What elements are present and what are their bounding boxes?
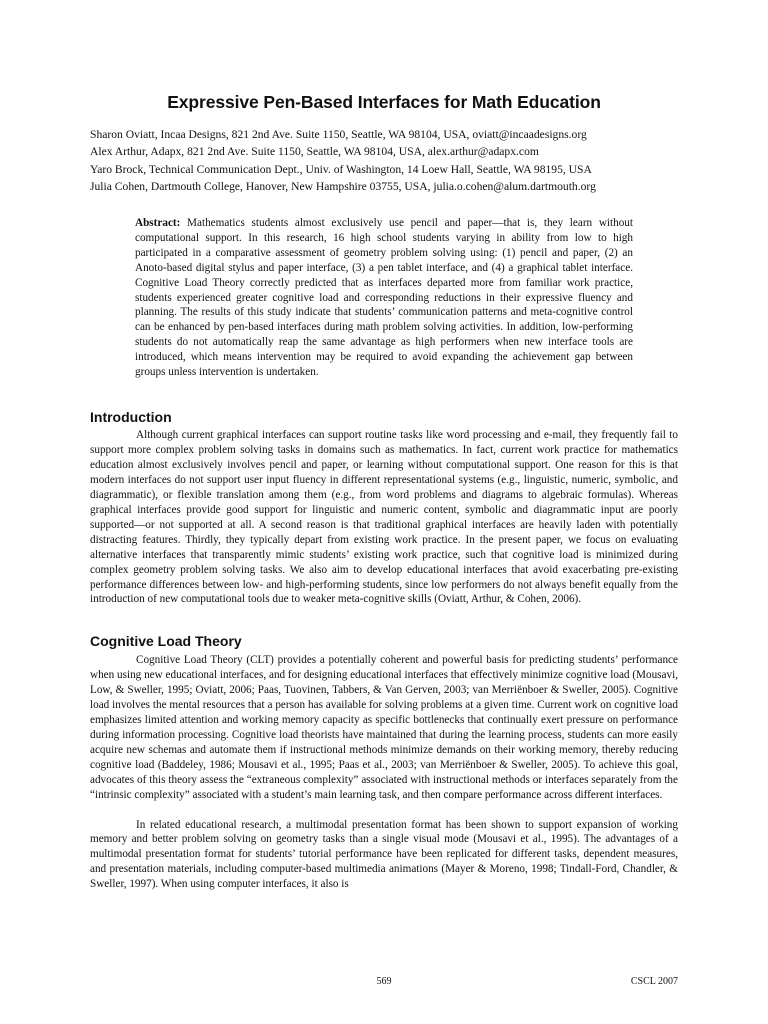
author-line: Julia Cohen, Dartmouth College, Hanover, New Hampshire 03755, USA, julia.o.cohen@alum.dartmouth.org: [90, 179, 596, 193]
section-body-cognitive-load-theory: [90, 653, 678, 892]
author-line: Yaro Brock, Technical Communication Dept., Univ. of Washington, 14 Loew Hall, Seattle, WA 98195, USA: [90, 162, 592, 176]
conference-name: CSCL 2007: [630, 976, 678, 987]
author-line: Alex Arthur, Adapx, 821 2nd Ave. Suite 1150, Seattle, WA 98104, USA, alex.arthur@adapx.com: [90, 145, 539, 159]
paragraph: Cognitive Load Theory (CLT) provides a potentially coherent and powerful basis for predicting students’ performance when using new educational interfaces, and for designing educational interfaces that effectively minimize cognitive load (Mousavi, Low, & Sweller, 1995; Oviatt, 2006; Paas, Tuovinen, Tabbers, & Van Gerven, 2003; van Merriënboer & Sweller, 2005). Cognitive load involves the mental resources that a person has available for solving problems at a given time. Current work on cognitive load emphasizes limited attention and working memory capacity as specific bottlenecks that continually exert pressure on performance during information processing. Cognitive load theorists have maintained that during the learning process, students can more easily acquire new schemas and automate them if instructional methods minimize demands on their working memory, thereby reducing cognitive load (Baddeley, 1986; Mousavi et al., 1995; Paas et al., 2003; van Merriënboer & Sweller, 2005). To achieve this goal, advocates of this theory assess the “extraneous complexity” associated with instructional methods or interfaces separately from the “intrinsic complexity” associated with a student’s main learning task, and then compare performance across different interfaces.: [90, 654, 678, 801]
abstract-paragraph: [135, 216, 633, 380]
abstract-text: Mathematics students almost exclusively use pencil and paper—that is, they learn without computational support. In this research, 16 high school students varying in ability from low to high participated in a comparative assessment of geometry problem solving using: (1) pencil and paper, (2) an Anoto-based digital stylus and paper interface, (3) a pen tablet interface, and (4) a graphical tablet interface. Cognitive Load Theory correctly predicted that as interfaces departed more from familiar work practice, students experienced greater cognitive load and corresponding reductions in their expressive fluency and planning. The results of this study indicate that students’ communication patterns and meta-cognitive control can be enhanced by pen-based interfaces during math problem solving activities. In addition, low-performing students do not automatically reap the same advantage as high performers when new interface tools are introduced, which means intervention may be required to avoid expanding the achievement gap between groups unless intervention is undertaken.: [135, 217, 634, 379]
paper-title: Expressive Pen-Based Interfaces for Math Education: [167, 92, 601, 112]
page-number: 569: [376, 976, 392, 987]
section-body-introduction: [90, 428, 678, 607]
section-heading-cognitive-load-theory: Cognitive Load Theory: [90, 633, 242, 649]
author-list: [90, 126, 690, 195]
section-heading-introduction: Introduction: [90, 409, 172, 425]
paragraph: In related educational research, a multimodal presentation format has been shown to support expansion of working memory and better problem solving on geometry tasks than a single visual mode (Mousavi et al., 1995). The advantages of a multimodal presentation format for students’ tutorial performance have been replicated for different tasks, dependent measures, and presentation materials, including computer-based multimedia animations (Mayer & Moreno, 1998; Tindall-Ford, Chandler, & Sweller, 1997). When using computer interfaces, it also is: [90, 818, 678, 891]
abstract-label: Abstract:: [135, 217, 181, 229]
paragraph: Although current graphical interfaces can support routine tasks like word processing and e-mail, they frequently fail to support more complex problem solving tasks in domains such as mathematics. In fact, current work practice for mathematics education almost exclusively involves pencil and paper, or learning without computational support. One reason for this is that modern interfaces do not support user input fluency in different representational systems (e.g., linguistic, numeric, symbolic, and diagrammatic), or flexible translation among them (e.g., from word problems and diagrams to algebraic formulas). Whereas graphical interfaces provide good support for linguistic and numeric content, symbolic and diagrammatic input are poorly supported—or not supported at all. A second reason is that traditional graphical interfaces are heavily laden with potentially distracting features. Thirdly, they typically depart from existing work practice. In the present paper, we focus on evaluating alternative interfaces that transparently mimic students’ existing work practice, such that cognitive load is minimized during complex geometry problem solving tasks. We also aim to develop educational interfaces that avoid exacerbating pre-existing performance differences between low- and high-performing students, since low performers do not always benefit equally from the introduction of new computational tools due to weaker meta-cognitive skills (Oviatt, Arthur, & Cohen, 2006).: [90, 429, 678, 606]
abstract: [135, 216, 633, 380]
author-line: Sharon Oviatt, Incaa Designs, 821 2nd Ave. Suite 1150, Seattle, WA 98104, USA, oviatt@incaadesigns.org: [90, 128, 587, 141]
